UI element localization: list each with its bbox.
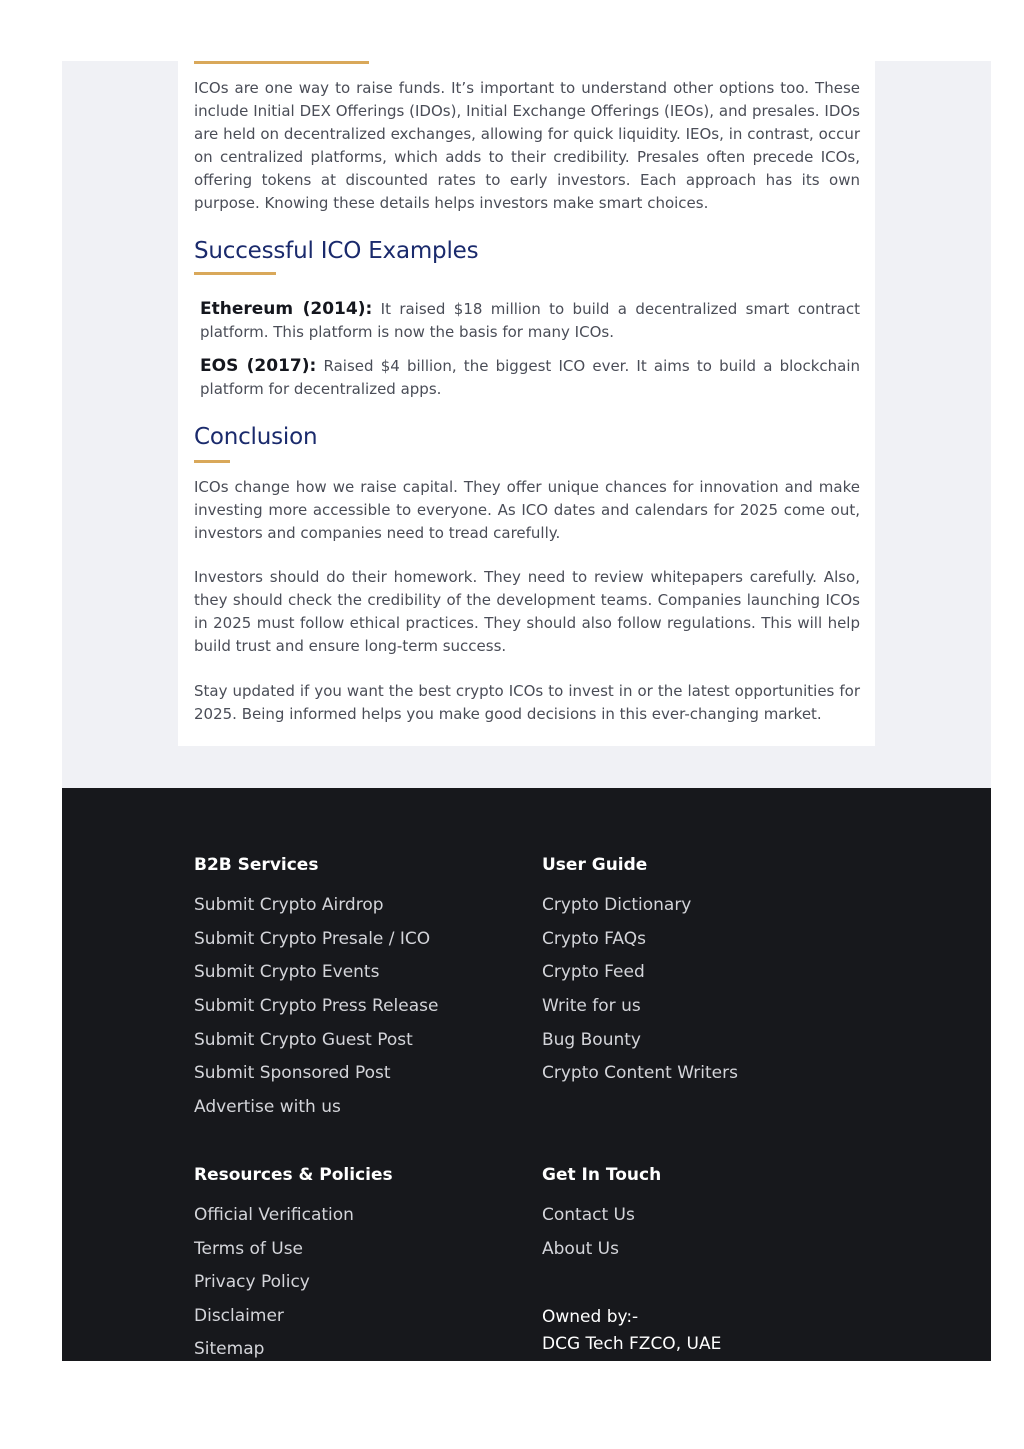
footer-link-advertise[interactable]: Advertise with us (194, 1097, 341, 1117)
footer-link-submit-guest-post[interactable]: Submit Crypto Guest Post (194, 1030, 413, 1050)
footer-link-crypto-feed[interactable]: Crypto Feed (542, 962, 645, 982)
example-item-ethereum (200, 298, 860, 344)
conclusion-paragraph: Investors should do their homework. They need to review whitepapers carefully. Also, they should check the credibility of the development teams. Companies launching ICOs in 2025 must follow ethical practices. They should also follow regulations. This will help build trust and ensure long-term success. (194, 568, 860, 655)
owned-by-company: DCG Tech FZCO, UAE (542, 1334, 722, 1354)
section-accent-line (194, 61, 369, 64)
conclusion-heading: Conclusion (194, 424, 318, 450)
conclusion-paragraph: Stay updated if you want the best crypto ICOs to invest in or the latest opportunities for 2025. Being informed helps you make good decisions in this ever-changing market. (194, 682, 860, 723)
footer-title-resources: Resources & Policies (194, 1165, 393, 1185)
conclusion-paragraph: ICOs change how we raise capital. They offer unique chances for innovation and make investing more accessible to everyone. As ICO dates and calendars for 2025 come out, investors and companies need to tread carefully. (194, 478, 860, 542)
footer-link-about-us[interactable]: About Us (542, 1239, 619, 1259)
example-text: Raised $4 billion, the biggest ICO ever. It aims to build a blockchain platform for decentralized apps. (200, 357, 861, 398)
footer-link-submit-press-release[interactable]: Submit Crypto Press Release (194, 996, 439, 1016)
footer-link-bug-bounty[interactable]: Bug Bounty (542, 1030, 641, 1050)
example-label: Ethereum (2014): (200, 299, 373, 319)
footer-link-terms-of-use[interactable]: Terms of Use (194, 1239, 304, 1259)
examples-heading: Successful ICO Examples (194, 238, 479, 264)
footer-title-b2b: B2B Services (194, 855, 319, 875)
footer-link-crypto-faqs[interactable]: Crypto FAQs (542, 929, 646, 949)
footer-link-official-verification[interactable]: Official Verification (194, 1205, 354, 1225)
footer-link-contact-us[interactable]: Contact Us (542, 1205, 635, 1225)
footer-link-crypto-dictionary[interactable]: Crypto Dictionary (542, 895, 692, 915)
intro-paragraph: ICOs are one way to raise funds. It’s important to understand other options too. These include Initial DEX Offerings (IDOs), Initial Exchange Offerings (IEOs), and presales. IDOs are held on decentralized exchanges, allowing for quick liquidity. IEOs, in contrast, occur on centralized platforms, which adds to their credibility. Presales often precede ICOs, offering tokens at discounted rates to early investors. Each approach has its own purpose. Knowing these details helps investors make smart choices. (194, 79, 860, 212)
example-label: EOS (2017): (200, 356, 317, 376)
footer-link-privacy-policy[interactable]: Privacy Policy (194, 1272, 310, 1292)
example-item-eos (200, 355, 860, 401)
footer-link-submit-events[interactable]: Submit Crypto Events (194, 962, 380, 982)
footer-title-user-guide: User Guide (542, 855, 648, 875)
footer-link-submit-sponsored-post[interactable]: Submit Sponsored Post (194, 1063, 391, 1083)
examples-heading-underline (194, 272, 276, 275)
owned-by-label: Owned by:- (542, 1307, 639, 1327)
footer-link-write-for-us[interactable]: Write for us (542, 996, 641, 1016)
footer-link-submit-presale[interactable]: Submit Crypto Presale / ICO (194, 929, 431, 949)
footer-link-disclaimer[interactable]: Disclaimer (194, 1306, 284, 1326)
example-text: It raised $18 million to build a decentralized smart contract platform. This platform is now the basis for many ICOs. (200, 300, 860, 341)
footer-title-get-in-touch: Get In Touch (542, 1165, 662, 1185)
conclusion-heading-underline (194, 460, 230, 463)
footer-link-submit-airdrop[interactable]: Submit Crypto Airdrop (194, 895, 384, 915)
footer-link-sitemap[interactable]: Sitemap (194, 1339, 265, 1359)
footer-link-content-writers[interactable]: Crypto Content Writers (542, 1063, 738, 1083)
